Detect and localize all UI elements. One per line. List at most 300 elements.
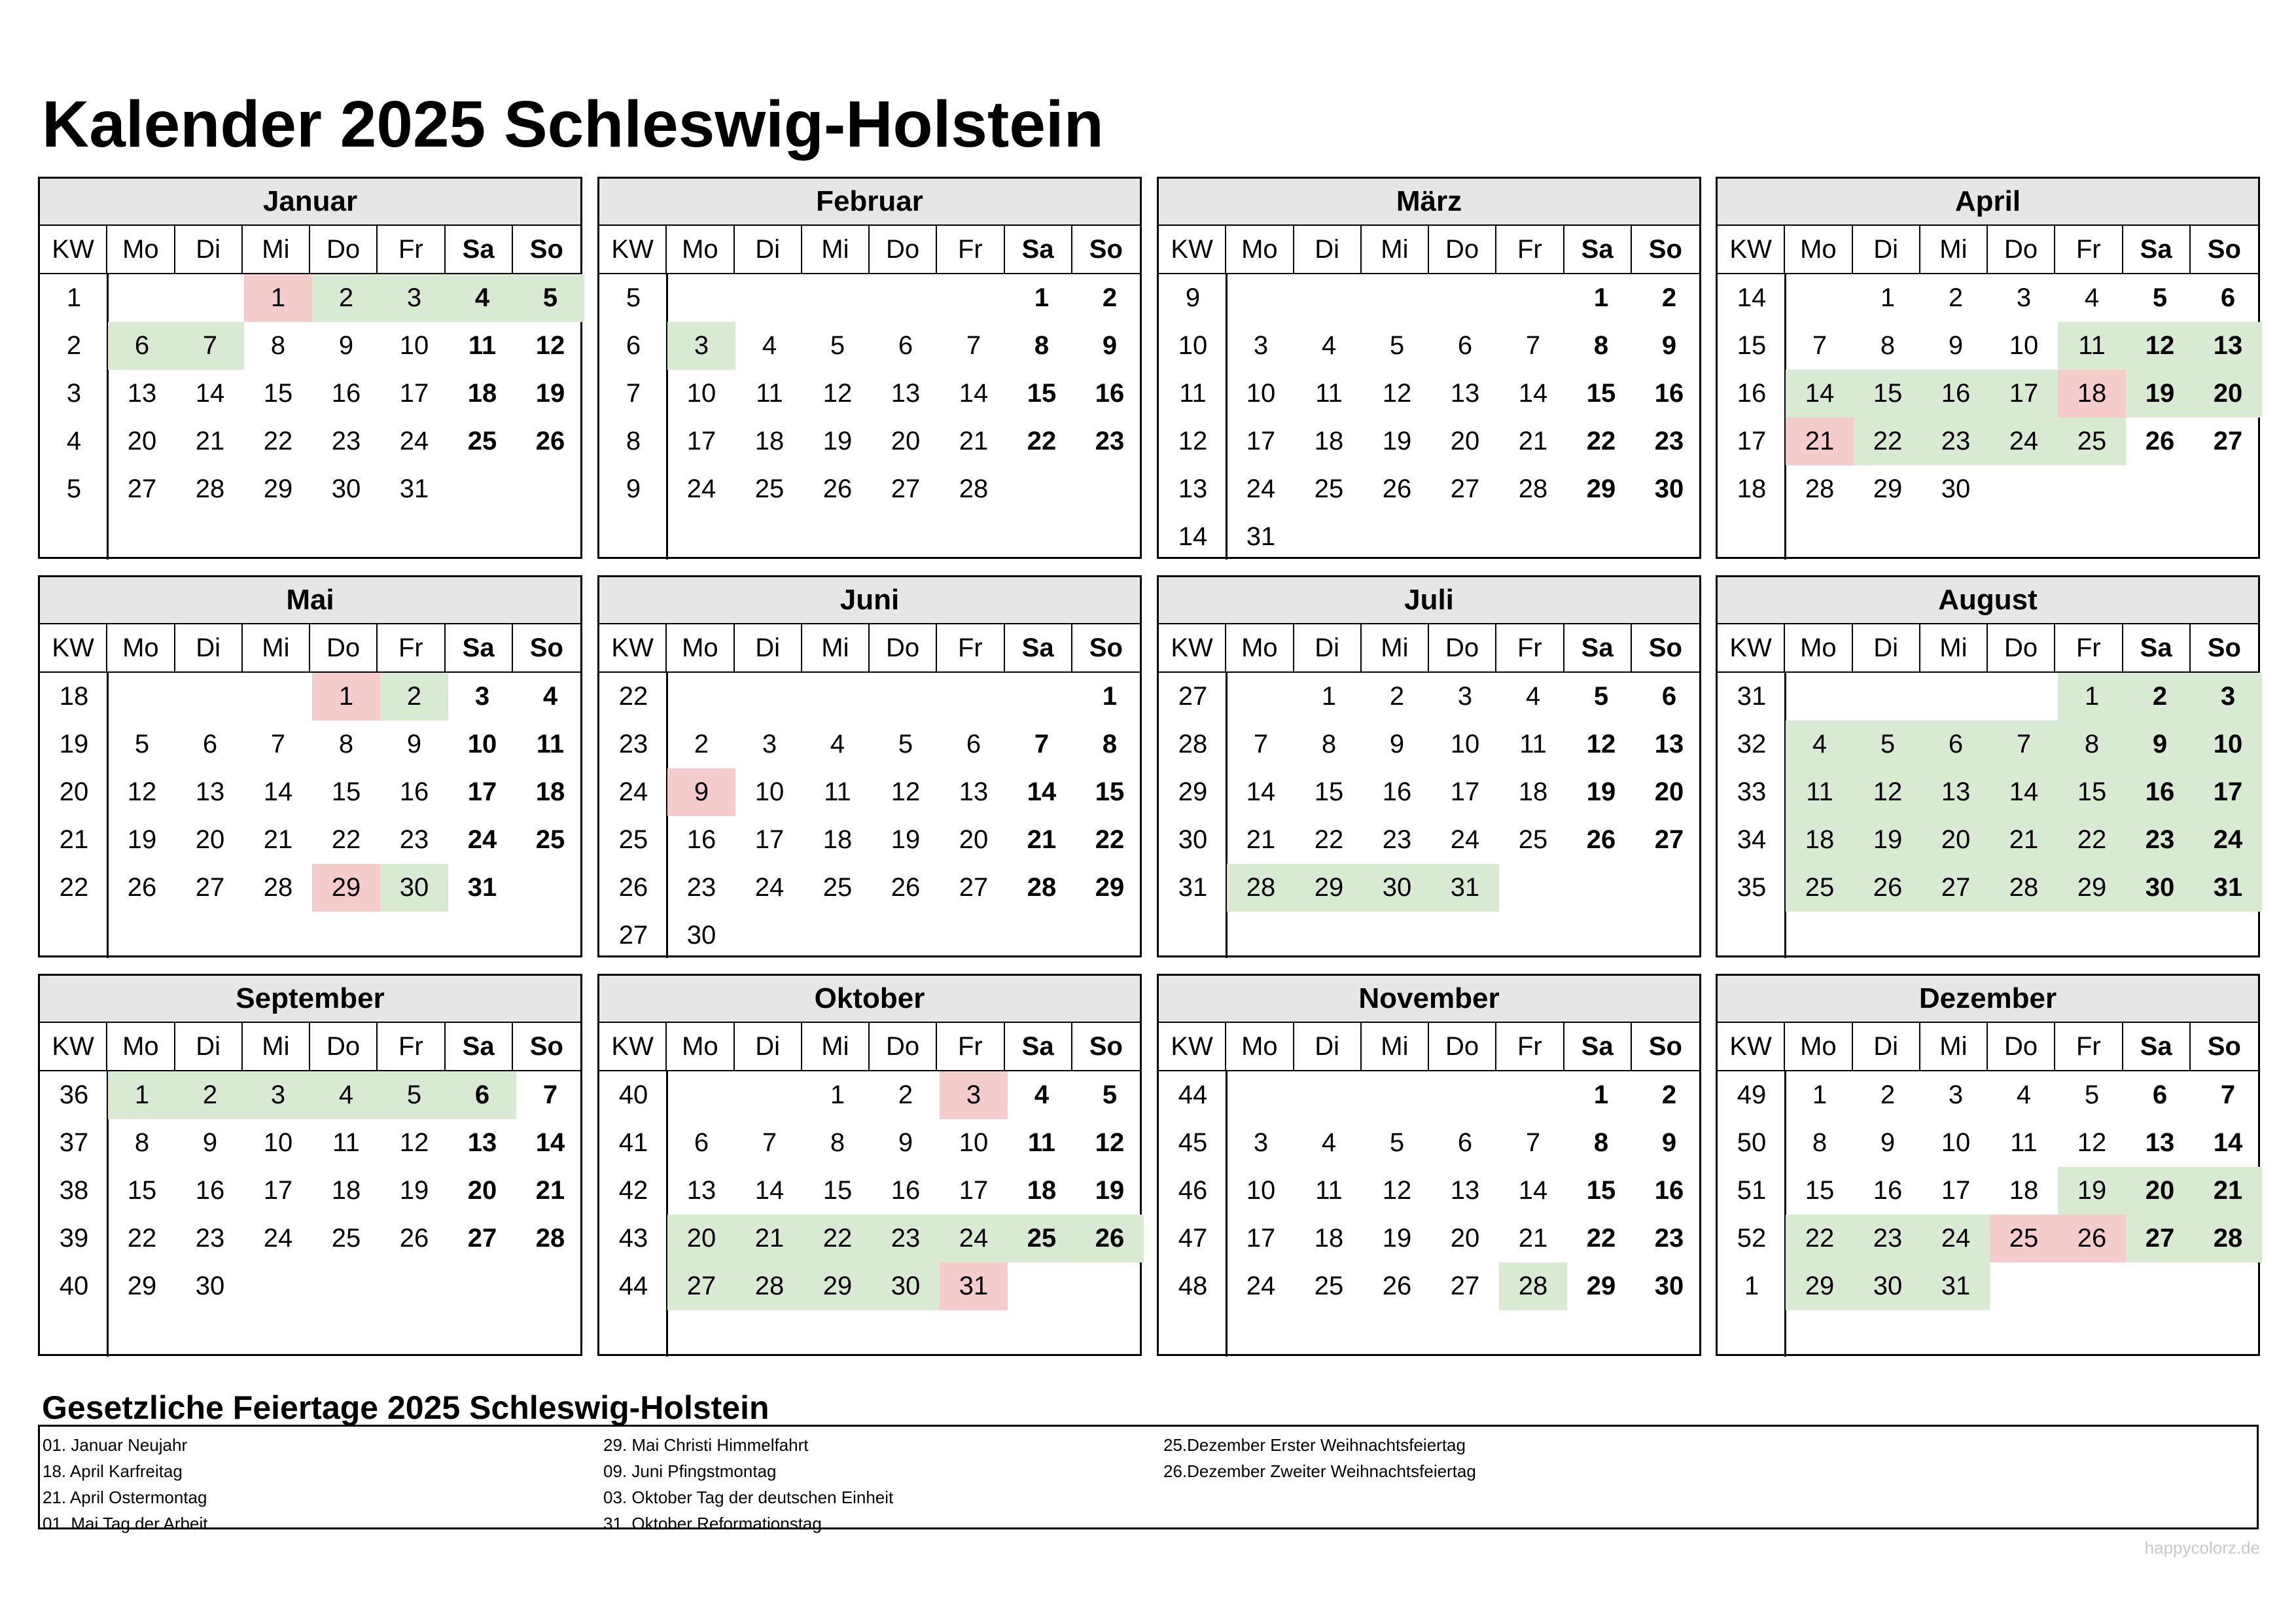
day-cell <box>176 673 244 721</box>
day-cell: 7 <box>1812 331 1828 360</box>
weekday-header: Sa <box>1564 624 1632 671</box>
week-number: 4 <box>66 427 82 455</box>
day-cell: 9 <box>406 730 422 758</box>
day-cell: 31 <box>467 873 497 902</box>
week-row <box>1159 864 1699 912</box>
day-cell: 8 <box>134 1128 150 1157</box>
week-row <box>1718 322 2258 370</box>
day-cell: 2 <box>1661 283 1677 312</box>
day-cell: 1 <box>1102 682 1118 711</box>
week-number: 22 <box>618 682 648 711</box>
day-cell: 19 <box>399 1176 429 1205</box>
day-cell: 30 <box>1363 864 1431 912</box>
day-cell: 26 <box>2145 427 2175 455</box>
day-cell: 1 <box>1812 1080 1828 1109</box>
day-cell: 25 <box>1314 474 1344 503</box>
day-cell: 14 <box>2213 1128 2243 1157</box>
day-cell: 16 <box>686 825 716 854</box>
day-cell: 27 <box>2213 427 2243 455</box>
weekday-header: Mo <box>1785 624 1852 671</box>
week-row <box>599 912 1140 959</box>
weekday-header-row <box>1159 1023 1699 1071</box>
weekday-header: Do <box>870 226 937 273</box>
month-days <box>599 274 1140 560</box>
day-cell: 24 <box>399 427 429 455</box>
day-cell: 24 <box>1922 1215 1990 1262</box>
month-days <box>599 1071 1140 1357</box>
day-cell: 15 <box>1027 379 1057 408</box>
day-cell <box>2126 1262 2194 1310</box>
week-number: 44 <box>1178 1080 1208 1109</box>
day-cell: 12 <box>2126 322 2194 370</box>
day-cell: 25 <box>467 427 497 455</box>
day-cell: 26 <box>1586 825 1616 854</box>
week-number: 40 <box>618 1080 648 1109</box>
day-cell: 4 <box>1321 331 1337 360</box>
day-cell: 3 <box>667 322 735 370</box>
weekday-header: Mi <box>243 226 310 273</box>
month-name: Oktober <box>599 976 1140 1023</box>
weekday-header-row <box>599 1023 1140 1071</box>
day-cell: 15 <box>822 1176 853 1205</box>
weekday-header: Fr <box>378 1023 445 1070</box>
day-cell: 26 <box>891 873 921 902</box>
weekday-header-row <box>1718 624 2258 673</box>
day-cell: 18 <box>2009 1176 2039 1205</box>
weekday-header: Sa <box>446 1023 513 1070</box>
week-row <box>40 465 580 513</box>
day-cell: 3 <box>244 1071 312 1119</box>
day-cell: 12 <box>1382 1176 1412 1205</box>
week-number: 14 <box>1737 283 1767 312</box>
day-cell: 6 <box>2152 1080 2168 1109</box>
week-number: 1 <box>66 283 82 312</box>
day-cell: 17 <box>399 379 429 408</box>
weekday-header: Di <box>1853 226 1920 273</box>
weekday-header: So <box>1089 1032 1123 1061</box>
day-cell: 25 <box>1008 1215 1076 1262</box>
day-cell <box>1854 673 1922 721</box>
week-row <box>1718 721 2258 768</box>
month-days <box>1159 673 1699 958</box>
weekday-header: Fr <box>2055 1023 2123 1070</box>
day-cell: 29 <box>1586 1272 1616 1300</box>
month-days <box>40 1071 580 1357</box>
day-cell: 3 <box>380 274 448 322</box>
day-cell: 19 <box>2058 1167 2126 1215</box>
day-cell: 10 <box>1246 1176 1276 1205</box>
day-cell: 13 <box>1922 768 1990 816</box>
weekday-header: Di <box>735 624 802 671</box>
week-number: 40 <box>59 1272 89 1300</box>
day-cell <box>667 274 735 322</box>
weekday-header: Di <box>1853 624 1920 671</box>
day-cell <box>2194 465 2262 513</box>
day-cell: 26 <box>1854 864 1922 912</box>
day-cell: 22 <box>2058 816 2126 864</box>
day-cell: 12 <box>1854 768 1922 816</box>
weekday-header: Sa <box>1564 226 1632 273</box>
day-cell <box>1363 1071 1431 1119</box>
weekday-header: KW <box>40 226 107 273</box>
weekday-header: KW <box>40 1023 107 1070</box>
weekday-header: KW <box>1159 1023 1226 1070</box>
day-cell: 26 <box>2058 1215 2126 1262</box>
day-cell: 5 <box>516 274 584 322</box>
week-number: 28 <box>1178 730 1208 758</box>
day-cell <box>872 673 940 721</box>
day-cell: 27 <box>195 873 225 902</box>
day-cell: 5 <box>1593 682 1609 711</box>
day-cell: 3 <box>2194 673 2262 721</box>
weekday-header: Mi <box>1920 1023 1988 1070</box>
week-row <box>1159 1262 1699 1310</box>
week-row <box>599 465 1140 513</box>
day-cell: 3 <box>1948 1080 1964 1109</box>
holidays-list <box>38 1425 2259 1533</box>
day-cell <box>380 1262 448 1310</box>
day-cell: 28 <box>735 1262 804 1310</box>
weekday-header: Mo <box>1785 1023 1852 1070</box>
day-cell: 17 <box>263 1176 293 1205</box>
day-cell: 3 <box>762 730 777 758</box>
day-cell: 23 <box>1382 825 1412 854</box>
day-cell: 15 <box>1314 777 1344 806</box>
week-row <box>1159 1215 1699 1262</box>
day-cell: 14 <box>535 1128 565 1157</box>
day-cell: 15 <box>127 1176 157 1205</box>
week-number: 9 <box>1185 283 1201 312</box>
week-row <box>1718 1215 2258 1262</box>
weekday-header: Sa <box>2123 1023 2191 1070</box>
week-row <box>1159 1167 1699 1215</box>
day-cell: 4 <box>448 274 516 322</box>
day-cell: 2 <box>898 1080 913 1109</box>
day-cell: 4 <box>1321 1128 1337 1157</box>
day-cell <box>1922 673 1990 721</box>
month-days <box>1159 274 1699 560</box>
month-name: August <box>1718 577 2258 624</box>
month-name: Dezember <box>1718 976 2258 1023</box>
week-number: 43 <box>618 1224 648 1253</box>
week-number: 36 <box>59 1080 89 1109</box>
day-cell <box>1363 513 1431 561</box>
week-row <box>40 864 580 912</box>
day-cell: 23 <box>1654 427 1684 455</box>
week-number: 27 <box>618 921 648 950</box>
day-cell: 7 <box>270 730 286 758</box>
day-cell: 23 <box>1854 1215 1922 1262</box>
day-cell: 11 <box>756 379 783 408</box>
week-row <box>599 816 1140 864</box>
day-cell: 16 <box>1654 379 1684 408</box>
day-cell: 17 <box>1941 1176 1971 1205</box>
month-name: März <box>1159 179 1699 226</box>
day-cell: 31 <box>1431 864 1499 912</box>
day-cell: 25 <box>1314 1272 1344 1300</box>
week-row <box>40 721 580 768</box>
day-cell: 9 <box>2126 721 2194 768</box>
week-number: 17 <box>1737 427 1767 455</box>
week-row <box>1718 370 2258 418</box>
week-number: 52 <box>1737 1224 1767 1253</box>
day-cell: 20 <box>127 427 157 455</box>
day-cell: 27 <box>1922 864 1990 912</box>
day-cell: 9 <box>1880 1128 1896 1157</box>
day-cell: 12 <box>1095 1128 1125 1157</box>
day-cell: 5 <box>1854 721 1922 768</box>
day-cell: 23 <box>1095 427 1125 455</box>
weekday-header: Sa <box>2123 624 2191 671</box>
weekday-header: Mi <box>802 1023 870 1070</box>
day-cell: 2 <box>380 673 448 721</box>
weekday-header: KW <box>40 624 107 671</box>
week-number: 27 <box>1178 682 1208 711</box>
weekday-header: So <box>1648 235 1682 264</box>
week-number: 25 <box>618 825 648 854</box>
day-cell: 13 <box>1450 379 1480 408</box>
month-block <box>1716 575 2260 957</box>
month-name: Mai <box>40 577 580 624</box>
day-cell: 24 <box>2194 816 2262 864</box>
day-cell: 18 <box>535 777 565 806</box>
week-row <box>599 768 1140 816</box>
day-cell: 10 <box>754 777 785 806</box>
day-cell: 14 <box>1246 777 1276 806</box>
day-cell: 28 <box>1990 864 2058 912</box>
day-cell: 16 <box>1922 370 1990 418</box>
day-cell: 12 <box>127 777 157 806</box>
week-row <box>1718 1167 2258 1215</box>
weekday-header: Mo <box>107 624 175 671</box>
day-cell: 26 <box>535 427 565 455</box>
watermark: happycolorz.de <box>2144 1538 2260 1558</box>
weekday-header: Di <box>175 624 243 671</box>
day-cell: 15 <box>1854 370 1922 418</box>
day-cell: 25 <box>535 825 565 854</box>
week-row <box>1718 465 2258 513</box>
day-cell: 22 <box>1314 825 1344 854</box>
day-cell <box>1076 465 1144 513</box>
day-cell <box>667 1071 735 1119</box>
day-cell: 15 <box>1095 777 1125 806</box>
week-row <box>40 1071 580 1119</box>
day-cell: 18 <box>1518 777 1548 806</box>
day-cell <box>448 465 516 513</box>
day-cell: 1 <box>244 274 312 322</box>
weekday-header: Di <box>175 1023 243 1070</box>
day-cell <box>1295 274 1363 322</box>
day-cell <box>2194 1262 2262 1310</box>
day-cell: 15 <box>263 379 293 408</box>
weekday-header: Di <box>1853 1023 1920 1070</box>
day-cell: 28 <box>535 1224 565 1253</box>
day-cell: 28 <box>195 474 225 503</box>
day-cell: 17 <box>959 1176 989 1205</box>
day-cell: 20 <box>467 1176 497 1205</box>
weekday-header: So <box>529 235 563 264</box>
weekday-header: Do <box>870 624 937 671</box>
day-cell: 2 <box>1880 1080 1896 1109</box>
weekday-header: Do <box>1429 1023 1496 1070</box>
day-cell <box>1990 465 2058 513</box>
weekday-header: Sa <box>1005 226 1072 273</box>
day-cell: 26 <box>127 873 157 902</box>
weekday-header: So <box>2207 1032 2241 1061</box>
weekday-header: Fr <box>1496 1023 1564 1070</box>
week-row <box>599 1215 1140 1262</box>
day-cell <box>2058 465 2126 513</box>
month-days <box>40 673 580 958</box>
week-row <box>40 768 580 816</box>
month-block <box>38 575 582 957</box>
day-cell: 22 <box>263 427 293 455</box>
week-row <box>1159 370 1699 418</box>
month-name: Juli <box>1159 577 1699 624</box>
day-cell: 18 <box>467 379 497 408</box>
holiday-item: 01. Januar Neujahr <box>43 1435 188 1455</box>
day-cell: 24 <box>1246 1272 1276 1300</box>
day-cell: 28 <box>1518 474 1548 503</box>
day-cell <box>667 673 735 721</box>
holiday-item: 09. Juni Pfingstmontag <box>603 1461 777 1481</box>
day-cell: 20 <box>891 427 921 455</box>
week-number: 3 <box>66 379 82 408</box>
day-cell: 19 <box>822 427 853 455</box>
week-number: 18 <box>59 682 89 711</box>
day-cell: 14 <box>1990 768 2058 816</box>
day-cell: 25 <box>822 873 853 902</box>
day-cell: 11 <box>332 1128 360 1157</box>
weekday-header: Fr <box>378 624 445 671</box>
day-cell: 5 <box>380 1071 448 1119</box>
holiday-column <box>43 1432 207 1537</box>
weekday-header: Mi <box>1362 624 1429 671</box>
week-number: 10 <box>1178 331 1208 360</box>
day-cell: 22 <box>804 1215 872 1262</box>
day-cell: 6 <box>108 322 176 370</box>
day-cell <box>804 274 872 322</box>
weekday-header: Di <box>175 226 243 273</box>
day-cell: 18 <box>1314 1224 1344 1253</box>
day-cell: 14 <box>1518 379 1548 408</box>
day-cell: 11 <box>1315 379 1343 408</box>
holiday-item: 26.Dezember Zweiter Weihnachtsfeiertag <box>1163 1461 1476 1481</box>
day-cell: 27 <box>667 1262 735 1310</box>
month-days <box>599 673 1140 958</box>
weekday-header: KW <box>1718 226 1785 273</box>
day-cell: 3 <box>2016 283 2032 312</box>
day-cell: 6 <box>1922 721 1990 768</box>
day-cell: 13 <box>127 379 157 408</box>
weekday-header: Fr <box>937 624 1004 671</box>
weekday-header: Mi <box>1920 226 1988 273</box>
weekday-header: So <box>1648 633 1682 662</box>
day-cell: 29 <box>1295 864 1363 912</box>
day-cell: 2 <box>2126 673 2194 721</box>
week-row <box>1718 274 2258 322</box>
week-number: 30 <box>1178 825 1208 854</box>
day-cell: 12 <box>2077 1128 2107 1157</box>
day-cell <box>804 673 872 721</box>
day-cell: 15 <box>1586 1176 1616 1205</box>
month-name: November <box>1159 976 1699 1023</box>
day-cell <box>1786 274 1854 322</box>
weekday-header: Mi <box>1362 226 1429 273</box>
weekday-header: KW <box>599 1023 667 1070</box>
day-cell: 23 <box>2126 816 2194 864</box>
week-row <box>1159 816 1699 864</box>
day-cell: 24 <box>467 825 497 854</box>
week-row <box>599 864 1140 912</box>
week-number: 32 <box>1737 730 1767 758</box>
week-row <box>599 721 1140 768</box>
day-cell <box>1567 513 1635 561</box>
day-cell: 24 <box>686 474 716 503</box>
holiday-column <box>603 1432 893 1537</box>
day-cell: 20 <box>1450 427 1480 455</box>
week-number: 21 <box>59 825 89 854</box>
day-cell <box>735 1071 804 1119</box>
weekday-header-row <box>599 226 1140 274</box>
week-row <box>599 673 1140 721</box>
day-cell: 30 <box>2126 864 2194 912</box>
day-cell <box>244 1262 312 1310</box>
day-cell: 13 <box>959 777 989 806</box>
month-name: Juni <box>599 577 1140 624</box>
day-cell: 14 <box>1027 777 1057 806</box>
day-cell: 22 <box>1027 427 1057 455</box>
day-cell: 21 <box>535 1176 565 1205</box>
day-cell: 11 <box>1315 1176 1343 1205</box>
day-cell: 20 <box>959 825 989 854</box>
day-cell: 4 <box>2016 1080 2032 1109</box>
week-number: 8 <box>626 427 641 455</box>
day-cell: 17 <box>1246 427 1276 455</box>
weekday-header: So <box>529 1032 563 1061</box>
day-cell: 20 <box>195 825 225 854</box>
day-cell: 10 <box>2194 721 2262 768</box>
day-cell: 21 <box>959 427 989 455</box>
week-row <box>1718 1071 2258 1119</box>
day-cell: 5 <box>830 331 845 360</box>
day-cell: 8 <box>1321 730 1337 758</box>
week-number: 12 <box>1178 427 1208 455</box>
month-days <box>1718 673 2258 958</box>
day-cell <box>1635 864 1703 912</box>
weekday-header-row <box>1159 226 1699 274</box>
day-cell: 23 <box>686 873 716 902</box>
week-number: 42 <box>618 1176 648 1205</box>
day-cell: 29 <box>1786 1262 1854 1310</box>
day-cell: 1 <box>1034 283 1050 312</box>
weekday-header: Mo <box>667 1023 734 1070</box>
month-block <box>38 177 582 559</box>
day-cell <box>1227 274 1295 322</box>
week-number: 14 <box>1178 522 1208 551</box>
day-cell: 11 <box>824 777 851 806</box>
day-cell: 20 <box>1922 816 1990 864</box>
week-number: 7 <box>626 379 641 408</box>
day-cell: 18 <box>1786 816 1854 864</box>
day-cell: 1 <box>1593 1080 1609 1109</box>
weekday-header: So <box>529 633 563 662</box>
day-cell: 21 <box>1027 825 1057 854</box>
day-cell: 5 <box>2152 283 2168 312</box>
day-cell: 24 <box>263 1224 293 1253</box>
day-cell: 4 <box>312 1071 380 1119</box>
day-cell: 5 <box>898 730 913 758</box>
